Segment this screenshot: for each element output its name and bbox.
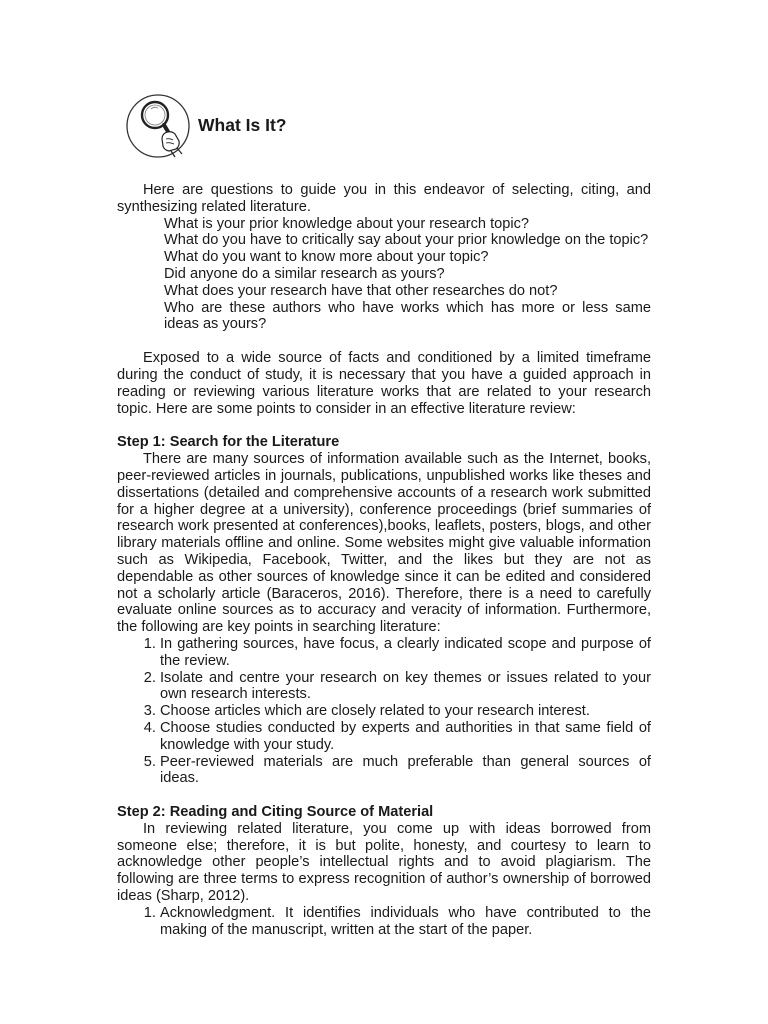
list-item: What is your prior knowledge about your research topic? (164, 215, 530, 232)
list-item: 5. Peer-reviewed materials are much preferable than general sources of ideas. (160, 754, 651, 788)
list-item: Did anyone do a similar research as yours? (164, 265, 445, 282)
list-item: Who are these authors who have works which has more or less same ideas as yours? (164, 299, 651, 333)
list-item: What does your research have that other researches do not? (164, 282, 558, 299)
list-item: 2. Isolate and centre your research on key themes or issues related to your own research interests. (160, 670, 651, 704)
step1-points-list (117, 636, 651, 787)
list-item: What do you have to critically say about your prior knowledge on the topic? (164, 232, 649, 249)
spacer (117, 787, 651, 804)
step2-heading: Step 2: Reading and Citing Source of Material (117, 804, 434, 821)
intro-paragraph: Here are questions to guide you in this endeavor of selecting, citing, and synthesizing related literature. (117, 182, 651, 215)
spacer (117, 417, 651, 434)
list-item: 1. Acknowledgment. It identifies individuals who have contributed to the making of the manuscript, written at the start of the paper. (160, 905, 651, 939)
spacer (117, 333, 651, 350)
document-body (117, 182, 651, 938)
list-item: 3. Choose articles which are closely related to your research interest. (160, 703, 651, 720)
step1-paragraph: There are many sources of information available such as the Internet, books, peer-reviewed articles in journals, publications, unpublished works like theses and dissertations (detailed and comprehensive accounts of a research work submitted for a higher degree at a university), conference proceedings (brief summaries of research work presented at conferences),books, leaflets, posters, blogs, and other library materials offline and online. Some websites might give valuable information such as Wikipedia, Facebook, Twitter, and the likes but they are not as dependable as other sources of knowledge since it can be edited and considered not a scholarly article (Baraceros, 2016). Therefore, there is a need to carefully evaluate online sources as to accuracy and veracity of information. Furthermore, the following are key points in searching literature: (117, 451, 651, 636)
approach-paragraph: Exposed to a wide source of facts and conditioned by a limited timeframe during the conduct of study, it is necessary that you have a guided approach in reading or reviewing various literature works that are related to your research topic. Here are some points to consider in an effective literature review: (117, 350, 651, 417)
list-item: 4. Choose studies conducted by experts and authorities in that same field of knowledge with your study. (160, 720, 651, 754)
step2-paragraph: In reviewing related literature, you come up with ideas borrowed from someone else; therefore, it is but polite, honesty, and courtesy to learn to acknowledge other people’s intellectual rights and to avoid plagiarism. The following are three terms to express recognition of author’s ownership of borrowed ideas (Sharp, 2012). (117, 820, 651, 905)
guide-questions-list (164, 216, 651, 334)
step1-heading: Step 1: Search for the Literature (117, 434, 340, 451)
section-header (125, 93, 425, 159)
list-item: 1. In gathering sources, have focus, a clearly indicated scope and purpose of the review. (160, 636, 651, 670)
magnifying-glass-hand-icon (125, 93, 191, 159)
step2-points-list (117, 905, 651, 939)
section-title: What Is It? (198, 115, 287, 135)
list-item: What do you want to know more about your topic? (164, 249, 489, 266)
